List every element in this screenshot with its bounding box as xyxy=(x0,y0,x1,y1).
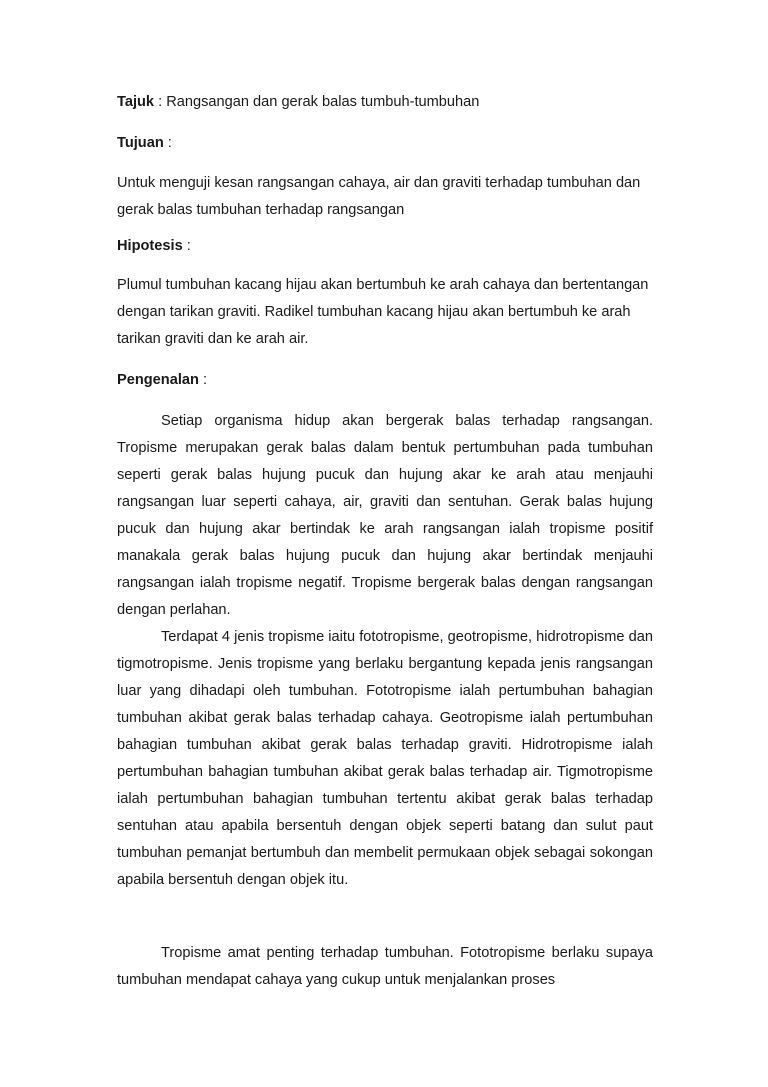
pengenalan-paragraph-1: Setiap organisma hidup akan bergerak balas terhadap rangsangan. Tropisme merupakan gerak balas dalam bentuk pertumbuhan pada tumbuhan seperti gerak balas hujung pucuk dan hujung akar ke arah atau menjauhi rangsangan luar seperti cahaya, air, graviti dan sentuhan. Gerak balas hujung pucuk dan hujung akar bertindak ke arah rangsangan ialah tropisme positif manakala gerak balas hujung pucuk dan hujung akar bertindak menjauhi rangsangan ialah tropisme negatif. Tropisme bergerak balas dengan rangsangan dengan perlahan. xyxy=(117,413,653,618)
tujuan-label: Tujuan xyxy=(117,135,164,151)
tajuk-text: Rangsangan dan gerak balas tumbuh-tumbuhan xyxy=(166,94,480,110)
hipotesis-heading xyxy=(117,236,653,256)
tujuan-separator: : xyxy=(163,135,172,151)
hipotesis-label: Hipotesis xyxy=(117,238,183,254)
hipotesis-text: Plumul tumbuhan kacang hijau akan bertumbuh ke arah cahaya dan bertentangan dengan tarikan graviti. Radikel tumbuhan kacang hijau akan bertumbuh ke arah tarikan graviti dan ke arah air. xyxy=(117,277,649,347)
pengenalan-paragraph-2: Terdapat 4 jenis tropisme iaitu fototropisme, geotropisme, hidrotropisme dan tigmotropisme. Jenis tropisme yang berlaku bergantung kepada jenis rangsangan luar yang dihadapi oleh tumbuhan. Fototropisme ialah pertumbuhan bahagian tumbuhan akibat gerak balas terhadap cahaya. Geotropisme ialah pertumbuhan bahagian tumbuhan akibat gerak balas terhadap graviti. Hidrotropisme ialah pertumbuhan bahagian tumbuhan akibat gerak balas terhadap air. Tigmotropisme ialah pertumbuhan bahagian tumbuhan tertentu akibat gerak balas terhadap sentuhan atau apabila bersentuh dengan objek seperti batang dan sulut paut tumbuhan pemanjat bertumbuh dan membelit permukaan objek sebagai sokongan apabila bersentuh dengan objek itu. xyxy=(117,629,653,888)
tajuk-label: Tajuk xyxy=(117,94,155,110)
pengenalan-separator: : xyxy=(198,372,208,388)
tujuan-heading xyxy=(117,133,653,153)
tajuk-line xyxy=(117,92,653,112)
tujuan-text: Untuk menguji kesan rangsangan cahaya, air dan graviti terhadap tumbuhan dan gerak balas tumbuhan terhadap rangsangan xyxy=(117,175,641,218)
pengenalan-paragraph-3: Tropisme amat penting terhadap tumbuhan. Fototropisme berlaku supaya tumbuhan mendapat cahaya yang cukup untuk menjalankan proses xyxy=(117,945,653,988)
pengenalan-heading xyxy=(117,370,653,390)
pengenalan-label: Pengenalan xyxy=(117,372,199,388)
tajuk-separator: : xyxy=(154,94,167,110)
hipotesis-separator: : xyxy=(182,238,191,254)
